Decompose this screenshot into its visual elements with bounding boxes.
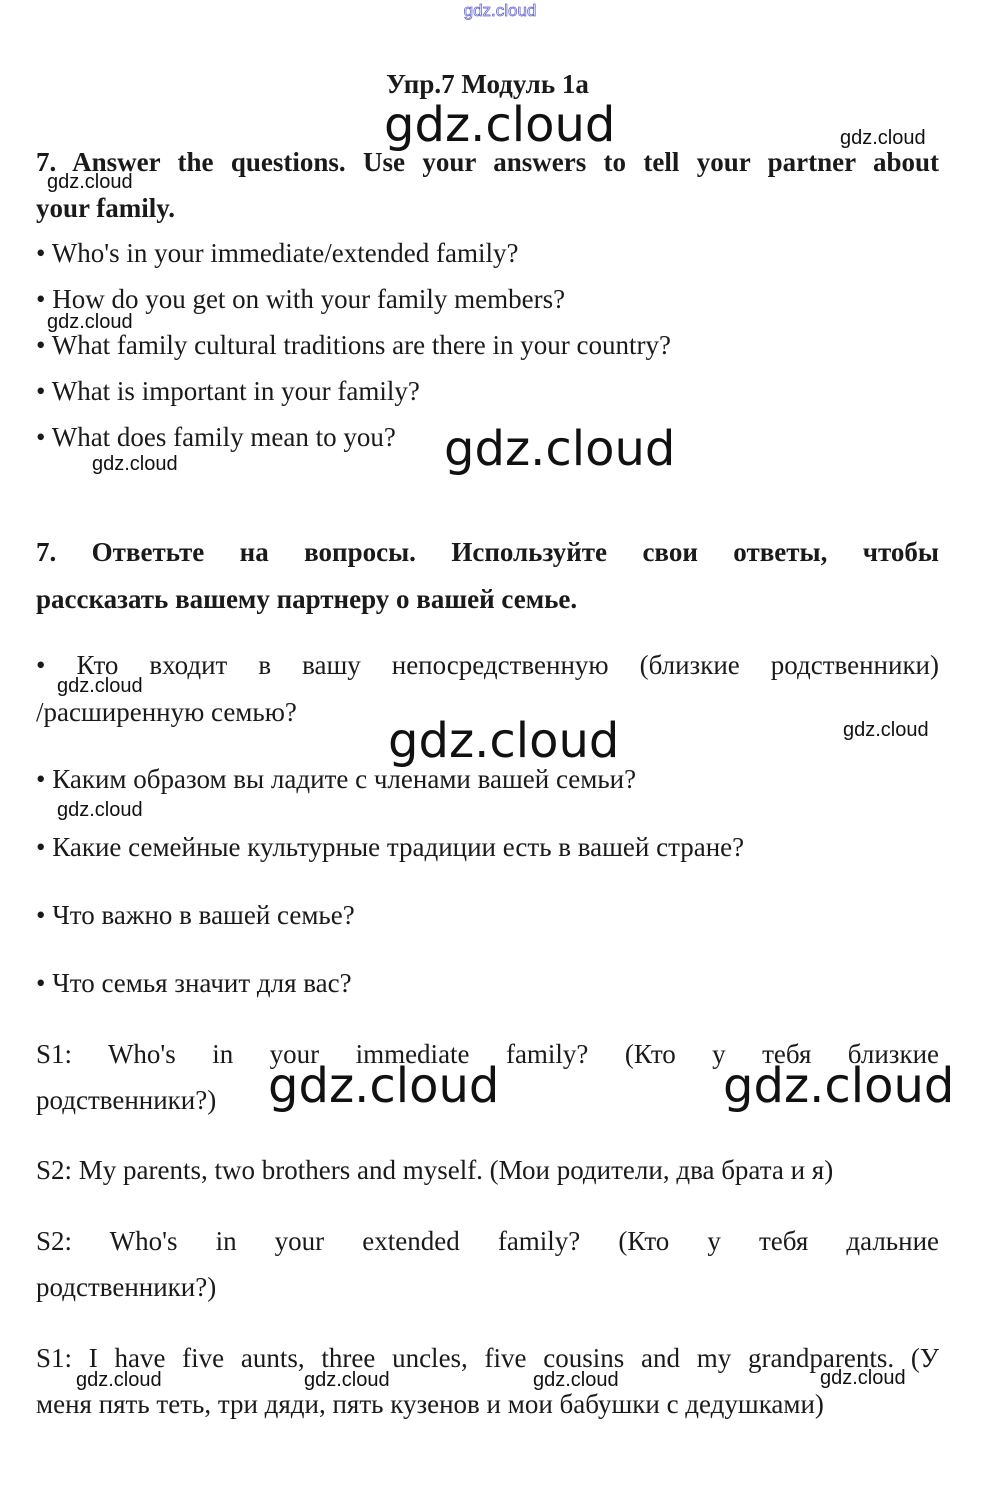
watermark-small: gdz.cloud [843, 719, 929, 741]
watermark-small: gdz.cloud [840, 127, 926, 149]
english-question-1: • Who's in your immediate/extended family? [36, 238, 519, 268]
watermark-large: gdz.cloud [723, 1058, 955, 1114]
watermark-small: gdz.cloud [820, 1367, 906, 1389]
watermark-top: gdz.cloud [463, 1, 537, 20]
dialogue-1-line-1: S1: Who's in your immediate family? (Кто у тебя близкие [36, 1039, 939, 1069]
watermark-small: gdz.cloud [57, 675, 143, 697]
watermark-small: gdz.cloud [76, 1369, 162, 1391]
watermark-small: gdz.cloud [47, 311, 133, 333]
watermark-large: gdz.cloud [384, 97, 616, 153]
english-question-3: • What family cultural traditions are there in your country? [36, 330, 671, 360]
watermark-small: gdz.cloud [533, 1369, 619, 1391]
english-task-line-2: your family. [36, 193, 176, 223]
page-title: Упр.7 Модуль 1a [386, 69, 589, 99]
dialogue-2-line-1: S2: My parents, two brothers and myself. (Мои родители, два брата и я) [36, 1155, 834, 1185]
english-question-4: • What is important in your family? [36, 376, 420, 406]
russian-question-5: • Что семья значит для вас? [36, 968, 352, 998]
dialogue-3-line-1: S2: Who's in your extended family? (Кто у тебя дальние [36, 1226, 939, 1256]
watermark-small: gdz.cloud [57, 799, 143, 821]
watermark-large: gdz.cloud [388, 713, 620, 769]
dialogue-4-line-1: S1: I have five aunts, three uncles, five cousins and my grandparents. (У [36, 1343, 939, 1373]
english-question-5: • What does family mean to you? [36, 422, 396, 452]
watermark-large: gdz.cloud [444, 421, 676, 477]
watermark-small: gdz.cloud [304, 1369, 390, 1391]
russian-question-4: • Что важно в вашей семье? [36, 900, 355, 930]
watermark-small: gdz.cloud [47, 171, 133, 193]
watermark-small: gdz.cloud [92, 453, 178, 475]
russian-question-3: • Какие семейные культурные традиции есть в вашей стране? [36, 832, 745, 862]
watermark-large: gdz.cloud [268, 1058, 500, 1114]
dialogue-1-line-2: родственники?) [36, 1085, 217, 1115]
russian-task-line-1: 7. Ответьте на вопросы. Используйте свои ответы, чтобы [36, 537, 939, 567]
russian-question-1-line-1: • Кто входит в вашу непосредственную (близкие родственники) [36, 650, 939, 680]
russian-question-1-line-2: /расширенную семью? [36, 697, 297, 727]
dialogue-3-line-2: родственники?) [36, 1272, 217, 1302]
russian-question-2: • Каким образом вы ладите с членами вашей семьи? [36, 764, 637, 794]
russian-task-line-2: рассказать вашему партнеру о вашей семье. [36, 584, 578, 614]
english-question-2: • How do you get on with your family members? [36, 284, 566, 314]
dialogue-4-line-2: меня пять теть, три дяди, пять кузенов и мои бабушки с дедушками) [36, 1389, 824, 1419]
english-task-line-1: 7. Answer the questions. Use your answers to tell your partner about [36, 147, 939, 177]
